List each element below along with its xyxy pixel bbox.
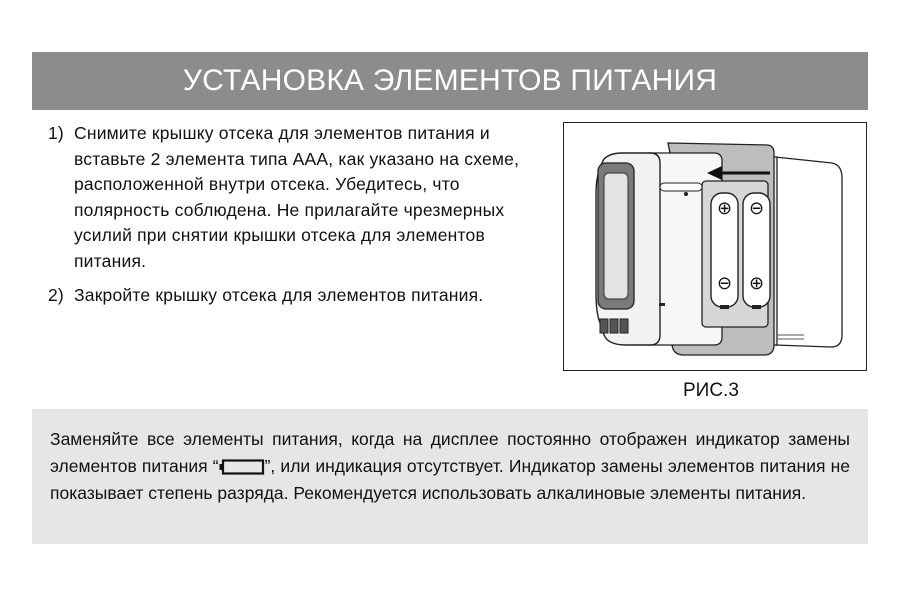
battery-installation-figure bbox=[563, 122, 867, 371]
step-1-number: 1) bbox=[48, 123, 64, 143]
device-button bbox=[600, 319, 608, 333]
low-battery-icon bbox=[219, 459, 265, 475]
battery-terminal bbox=[720, 305, 729, 309]
battery-notice bbox=[32, 409, 868, 544]
compartment-label bbox=[660, 183, 702, 191]
step-2-number: 2) bbox=[48, 285, 64, 305]
battery-right-plus-symbol: ⊕ bbox=[748, 273, 765, 294]
figure-caption: РИС.3 bbox=[683, 380, 739, 401]
device-display-glass bbox=[604, 173, 628, 299]
device-illustration bbox=[564, 123, 865, 369]
instruction-steps bbox=[48, 121, 532, 309]
battery-left-plus-symbol: ⊕ bbox=[716, 198, 733, 219]
device-button bbox=[610, 319, 618, 333]
latch-slot bbox=[659, 303, 665, 306]
battery-left-minus-symbol: ⊖ bbox=[716, 273, 733, 294]
notice-text-part-1: Заменяйте все элементы питания, когда на дисплее постоянно отображен индикатор замены элементов питания “ bbox=[50, 429, 850, 476]
step-1-text: Снимите крышку отсека для элементов питания и вставьте 2 элемента типа ААА, как указано на схеме, расположенной внутри отсека. Убедитесь, что полярность соблюдена. Не прилагайте чрезмерных усилий при снятии крышки отсека для элементов питания. bbox=[74, 123, 520, 271]
contact-dot bbox=[684, 192, 688, 196]
notice-text bbox=[50, 426, 850, 507]
section-title: УСТАНОВКА ЭЛЕМЕНТОВ ПИТАНИЯ bbox=[32, 52, 868, 110]
battery-right-minus-symbol: ⊖ bbox=[748, 198, 765, 219]
notice-text-part-2: ”, или индикация отсутствует. Индикатор замены элементов питания не показывает степень разряда. Рекомендуется использовать алкалиновые элементы питания. bbox=[50, 456, 850, 503]
battery-cover bbox=[775, 157, 842, 347]
step-2-text: Закройте крышку отсека для элементов питания. bbox=[74, 285, 484, 305]
device-button bbox=[620, 319, 628, 333]
step-1 bbox=[48, 121, 532, 274]
step-2 bbox=[48, 283, 532, 309]
battery-terminal bbox=[752, 305, 761, 309]
